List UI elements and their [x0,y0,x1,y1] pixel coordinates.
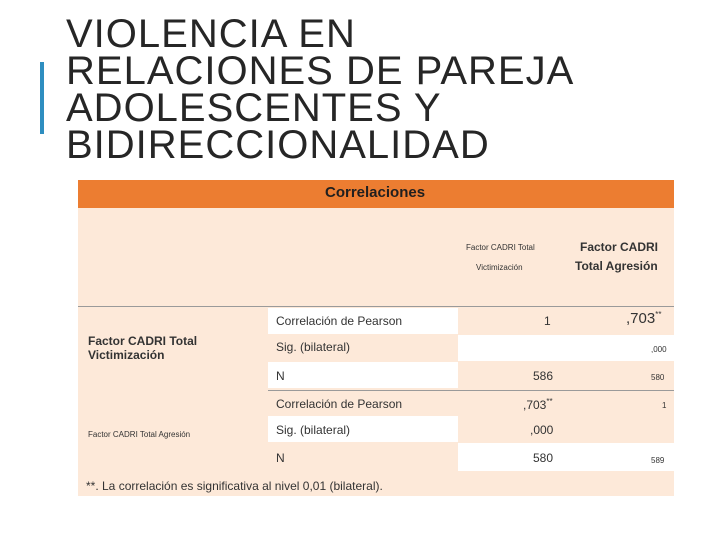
divider-mid [268,390,674,391]
col1-header-line1: Factor CADRI Total [466,243,535,252]
cell-bg-r2-values [458,335,674,361]
r1-stat-n: N [276,369,285,383]
correlations-table [78,180,674,496]
r2-col2-pearson: 1 [662,401,667,410]
title-line-3: ADOLESCENTES Y [66,86,442,130]
r2-col1-pearson-sup: ** [546,397,553,406]
col2-header-line2: Total Agresión [575,259,658,273]
r1-col2-sig: ,000 [651,345,667,354]
row-group1-label-line1: Factor CADRI Total [88,334,198,348]
divider-top [78,306,674,307]
r1-col1-pearson: 1 [544,314,551,328]
col2-header-line1: Factor CADRI [580,240,659,254]
accent-bar [40,62,44,134]
col1-header-line2: Victimización [476,263,523,272]
table-caption-text: Correlaciones [325,184,426,201]
cell-bg-r6-values [458,443,674,471]
title-line-2: RELACIONES DE PAREJA [66,49,575,93]
row-group2-label: Factor CADRI Total Agresión [88,430,191,439]
cell-bg-r3-stat [268,362,458,388]
title-line-4: BIDIRECCIONALIDAD [66,123,490,167]
r2-col1-sig: ,000 [530,423,554,437]
r2-stat-n: N [276,451,285,465]
r1-col2-n: 580 [651,373,665,382]
r1-stat-pearson: Correlación de Pearson [276,314,403,328]
r2-col2-n: 589 [651,456,665,465]
r2-stat-pearson: Correlación de Pearson [276,397,403,411]
r1-col1-n: 586 [533,369,554,383]
title-line-1: VIOLENCIA EN [66,12,356,56]
table-caption [78,180,674,208]
r1-stat-sig: Sig. (bilateral) [276,340,351,354]
table-footnote: **. La correlación es significativa al nivel 0,01 (bilateral). [86,479,383,493]
row-group1-label-line2: Victimización [88,348,165,362]
slide-title [66,12,706,167]
r1-col2-pearson [626,310,661,327]
r1-col2-pearson-value: ,703 [626,310,656,327]
r1-col2-pearson-sup: ** [655,310,662,319]
r2-stat-sig: Sig. (bilateral) [276,423,351,437]
r2-col1-pearson [523,397,553,412]
r2-col1-pearson-value: ,703 [523,398,547,412]
r2-col1-n: 580 [533,451,554,465]
